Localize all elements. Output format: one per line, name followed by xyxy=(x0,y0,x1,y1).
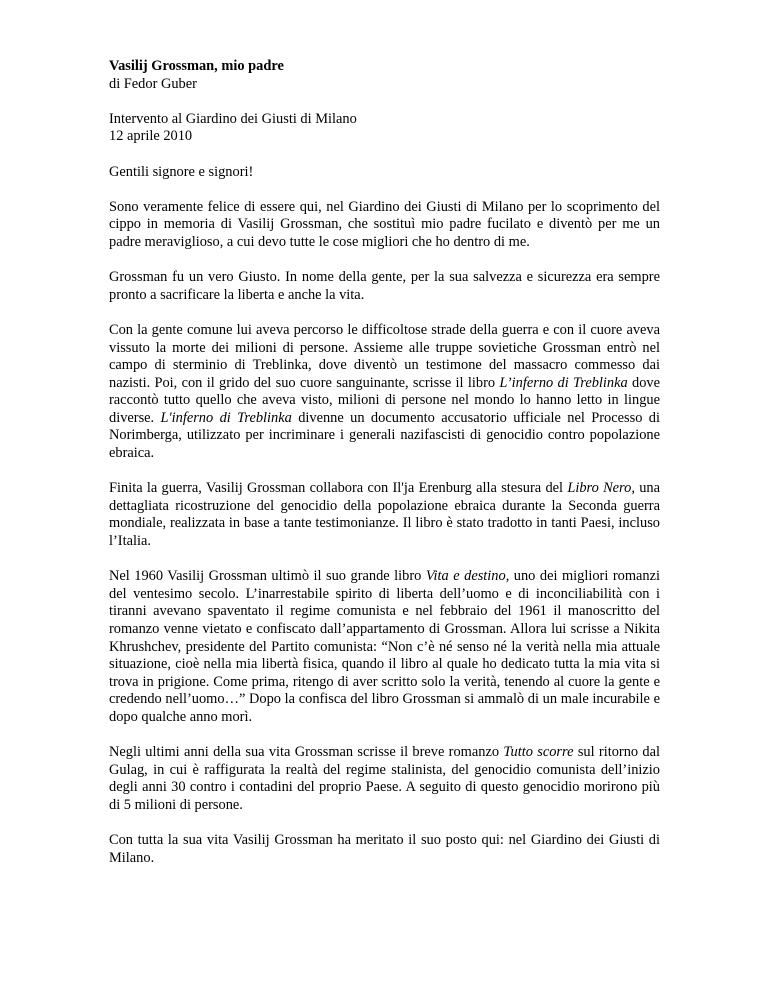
paragraph-7: Con tutta la sua vita Vasilij Grossman ha meritato il suo posto qui: nel Giardino dei Giusti di Milano. xyxy=(109,832,660,866)
book-title-treblinka-2: L'inferno di Treblinka xyxy=(160,409,292,426)
book-title-treblinka: L’inferno di Treblinka xyxy=(499,374,628,391)
paragraph-3-text-c: dove raccontò tutto quello che aveva visto, milioni di persone nel mondo lo hanno letto in lingue diverse. xyxy=(109,374,660,426)
event-date: 12 aprile 2010 xyxy=(109,128,193,145)
paragraph-4 xyxy=(109,480,660,550)
paragraph-6-text-c: sul ritorno dal Gulag, in cui è raffigurata la realtà del regime stalinista, del genocidio comunista dell’inizio degli anni 30 contro i contadini del proprio Paese. A seguito di questo genocidio morirono più di 5 milioni di persone. xyxy=(109,744,660,813)
book-title-vita-e-destino: Vita e destino, xyxy=(425,568,510,585)
book-title-tutto-scorre: Tutto scorre xyxy=(503,744,574,761)
paragraph-5-text-a: Nel 1960 Vasilij Grossman ultimò il suo grande libro xyxy=(109,568,426,585)
paragraph-6-text-a: Negli ultimi anni della sua vita Grossman scrisse il breve romanzo xyxy=(109,744,504,761)
event-name: Intervento al Giardino dei Giusti di Milano xyxy=(109,110,357,127)
document-page xyxy=(109,58,660,885)
paragraph-2: Grossman fu un vero Giusto. In nome della gente, per la sua salvezza e sicurezza era sempre pronto a sacrificare la liberta e anche la vita. xyxy=(109,269,660,303)
paragraph-4-text-c: una dettagliata ricostruzione del genocidio della popolazione ebraica durante la Seconda guerra mondiale, realizzata in base a tante testimonianze. Il libro è stato tradotto in tanti Paesi, incluso l’Italia. xyxy=(109,480,660,550)
paragraph-3-text-a: Con la gente comune lui aveva percorso le difficoltose strade della guerra e con il cuore aveva vissuto la morte dei milioni di persone. Assieme alle truppe sovietiche Grossman entrò nel campo di sterminio di Treblinka, dove diventò un testimone del massacro commesso dai nazisti. Poi, con il grido del suo cuore sanguinante, scrisse il libro xyxy=(109,321,660,391)
paragraph-3-text-e: divenne un documento accusatorio ufficiale nel Processo di Norimberga, utilizzato per incriminare i generali nazifascisti di genocidio contro popolazione ebraica. xyxy=(109,409,660,462)
book-title-libro-nero: Libro Nero, xyxy=(567,480,635,497)
paragraph-5 xyxy=(109,568,660,726)
paragraph-1: Sono veramente felice di essere qui, nel Giardino dei Giusti di Milano per lo scoprimento del cippo in memoria di Vasilij Grossman, che sostituì mio padre fucilato e diventò per me un padre meraviglioso, a cui devo tutte le cose migliori che ho dentro di me. xyxy=(109,198,660,250)
document-author: di Fedor Guber xyxy=(109,75,197,92)
salutation: Gentili signore e signori! xyxy=(109,163,254,180)
document-title: Vasilij Grossman, mio padre xyxy=(109,58,284,74)
paragraph-4-text-a: Finita la guerra, Vasilij Grossman collabora con Il'ja Erenburg alla stesura del xyxy=(109,480,568,497)
paragraph-6 xyxy=(109,744,660,814)
event-info xyxy=(109,111,660,146)
document-header xyxy=(109,58,660,93)
paragraph-5-text-c: uno dei migliori romanzi del ventesimo secolo. L’inarrestabile spirito di liberta dell’uomo e di inconciliabilità con i tiranni avevano spaventato il regime comunista e nel febbraio del 1961 il manoscritto del romanzo venne vietato e confiscato dall’appartamento di Grossman. Allora lui scrisse a Nikita Khrushchev, presidente del Partito comunista: “Non c’è né senso né la verità nella mia attuale situazione, cioè nella mia libertà fisica, quando il libro al quale ho dedicato tutta la mia vita si trova in prigione. Come prima, ritengo di aver scritto solo la verità, tenendo al cuore la gente e credendo nell’uomo…” Dopo la confisca del libro Grossman si ammalò di un male incurabile e dopo qualche anno morì. xyxy=(109,568,660,725)
paragraph-3 xyxy=(109,322,660,463)
